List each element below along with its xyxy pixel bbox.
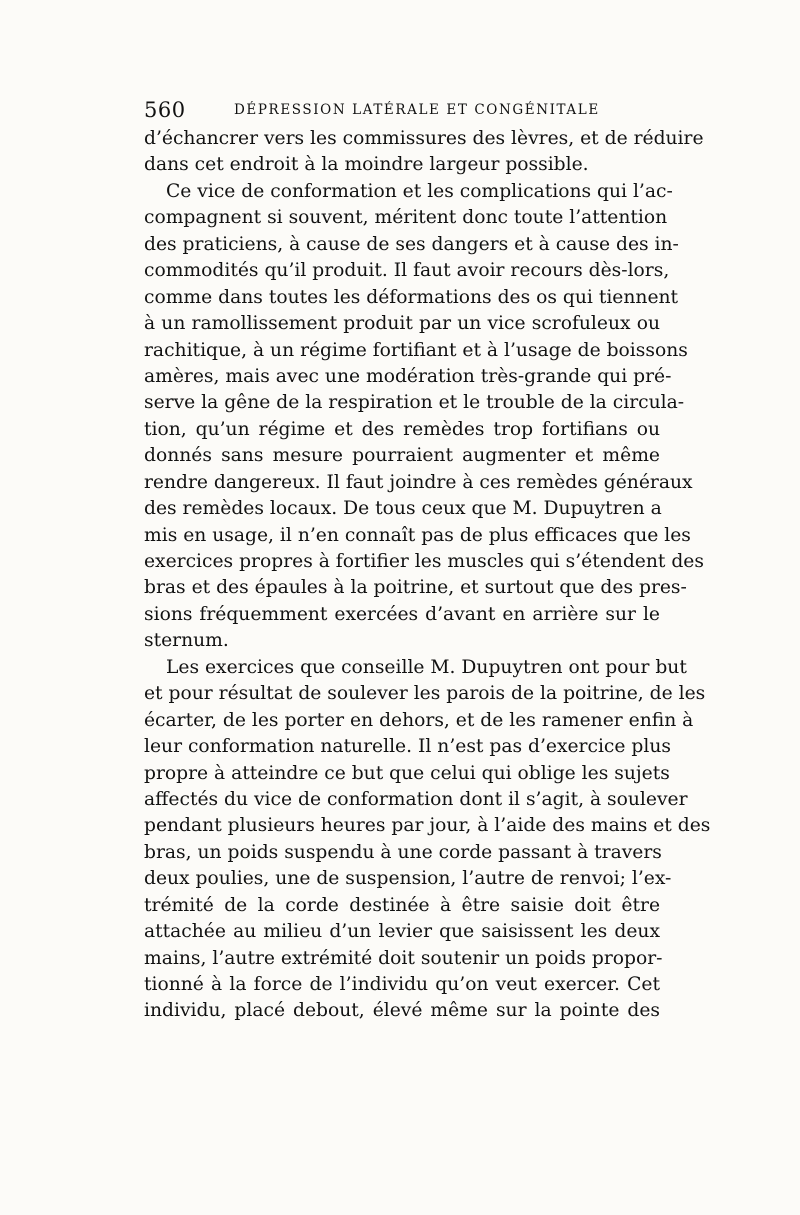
- body-text: [144, 126, 711, 1025]
- text-line: individu, placé debout, élevé même sur la pointe des: [144, 1000, 660, 1022]
- text-line: pendant plusieurs heures par jour, à l’aide des mains et des: [144, 815, 711, 837]
- text-line: Ce vice de conformation et les complications qui l’ac-: [166, 180, 673, 202]
- text-line: Les exercices que conseille M. Dupuytren ont pour but: [166, 656, 687, 678]
- text-line: des praticiens, à cause de ses dangers et à cause des in-: [144, 233, 679, 255]
- text-line: bras et des épaules à la poitrine, et surtout que des pres-: [144, 577, 687, 599]
- page-number: 560: [144, 98, 186, 122]
- text-line: donnés sans mesure pourraient augmenter et même: [144, 445, 660, 467]
- text-line: serve la gêne de la respiration et le trouble de la circula-: [144, 392, 685, 414]
- text-line: sternum.: [144, 630, 229, 652]
- text-line: mis en usage, il n’en connaît pas de plus efficaces que les: [144, 524, 691, 546]
- text-line: d’échancrer vers les commissures des lèvres, et de réduire: [144, 128, 704, 149]
- text-line: propre à atteindre ce but que celui qui oblige les sujets: [144, 762, 670, 784]
- text-line: comme dans toutes les déformations des os qui tiennent: [144, 286, 679, 308]
- text-line: amères, mais avec une modération très-grande qui pré-: [144, 365, 672, 387]
- text-line: mains, l’autre extrémité doit soutenir un poids propor-: [144, 947, 663, 969]
- running-title: DÉPRESSION LATÉRALE ET CONGÉNITALE: [234, 102, 600, 118]
- text-line: à un ramollissement produit par un vice scrofuleux ou: [144, 313, 660, 335]
- text-line: dans cet endroit à la moindre largeur possible.: [144, 154, 589, 176]
- text-line: commodités qu’il produit. Il faut avoir recours dès-lors,: [144, 260, 670, 282]
- text-line: exercices propres à fortifier les muscles qui s’étendent des: [144, 551, 704, 572]
- text-line: rendre dangereux. Il faut joindre à ces remèdes généraux: [144, 471, 693, 493]
- text-line: bras, un poids suspendu à une corde passant à travers: [144, 841, 662, 863]
- text-line: tionné à la force de l’individu qu’on veut exercer. Cet: [144, 974, 660, 995]
- text-line: affectés du vice de conformation dont il s’agit, à soulever: [144, 788, 688, 810]
- text-line: et pour résultat de soulever les parois de la poitrine, de les: [144, 683, 706, 705]
- text-line: rachitique, à un régime fortifiant et à l’usage de boissons: [144, 339, 688, 361]
- text-line: leur conformation naturelle. Il n’est pas d’exercice plus: [144, 736, 671, 758]
- text-line: compagnent si souvent, méritent donc toute l’attention: [144, 207, 668, 229]
- text-line: écarter, de les porter en dehors, et de les ramener enfin à: [144, 709, 694, 731]
- text-line: sions fréquemment exercées d’avant en arrière sur le: [144, 603, 660, 625]
- text-line: tion, qu’un régime et des remèdes trop fortifians ou: [144, 418, 660, 440]
- text-line: trémité de la corde destinée à être saisie doit être: [144, 894, 660, 916]
- text-line: des remèdes locaux. De tous ceux que M. Dupuytren a: [144, 498, 662, 520]
- text-line: attachée au milieu d’un levier que saisissent les deux: [144, 921, 660, 943]
- page-header: [144, 98, 660, 128]
- text-line: deux poulies, une de suspension, l’autre de renvoi; l’ex-: [144, 868, 672, 890]
